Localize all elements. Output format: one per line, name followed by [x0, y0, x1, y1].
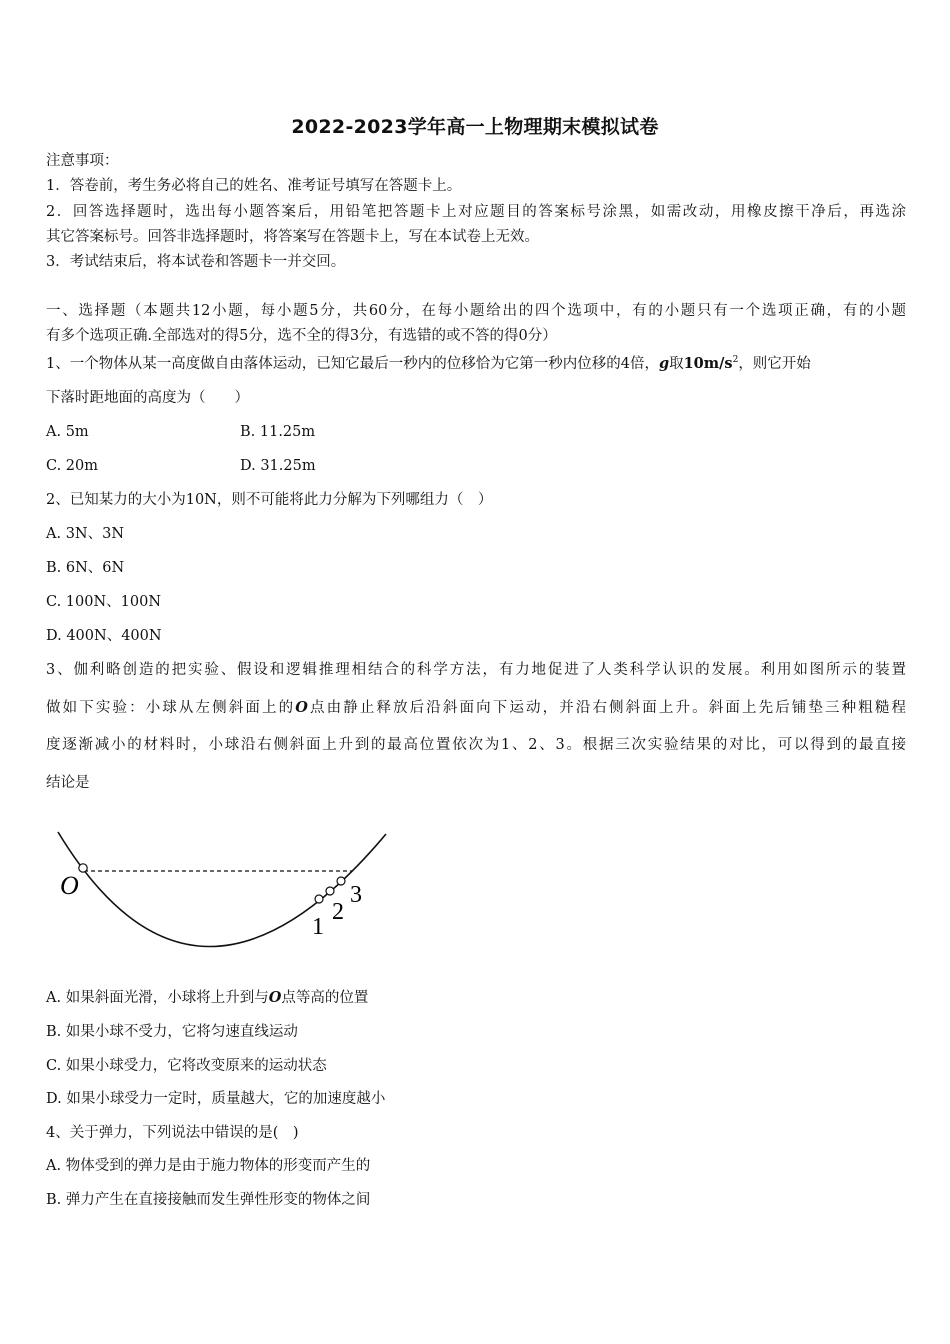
q3-option-a [46, 989, 368, 1007]
ball-position-1 [315, 895, 323, 903]
curved-track [58, 832, 386, 947]
q3-stem-line-3: 度逐渐减小的材料时，小球沿右侧斜面上升到的最高位置依次为1、2、3。根据三次实验结果的对比，可以得到的最直接 [46, 737, 906, 753]
ball-start [79, 864, 87, 872]
q1-text-c: ，则它开始 [738, 355, 811, 372]
notice-item-2-line-1: 2．回答选择题时，选出每小题答案后，用铅笔把答题卡上对应题目的答案标号涂黑，如需改动，用橡皮擦干净后，再选涂 [46, 204, 906, 220]
q3-option-b: B. 如果小球不受力，它将匀速直线运动 [46, 1024, 298, 1040]
q2-option-c: C. 100N、100N [46, 594, 162, 610]
ball-position-2 [326, 887, 334, 895]
q1-stem-line-1 [46, 351, 906, 373]
q1-value: 10m/s [683, 354, 733, 372]
label-1: 1 [312, 914, 324, 940]
q1-text-a: 1、一个物体从某一高度做自由落体运动，已知它最后一秒内的位移恰为它第一秒内位移的4倍， [46, 355, 659, 372]
q1-g-symbol: g [658, 354, 670, 372]
notice-item-3: 3．考试结束后，将本试卷和答题卡一并交回。 [46, 254, 346, 270]
q1-superscript: 2 [732, 355, 739, 365]
q1-option-a: A. 5m [46, 424, 89, 440]
notice-heading: 注意事项： [46, 153, 119, 169]
q3-stem-line-2 [46, 699, 906, 717]
q3-figure-track [46, 820, 406, 960]
q1-text-b: 取 [669, 355, 684, 372]
q1-option-b: B. 11.25m [240, 424, 316, 440]
q1-option-c: C. 20m [46, 458, 98, 474]
notice-item-2-line-2: 其它答案标号。回答非选择题时，将答案写在答题卡上，写在本试卷上无效。 [46, 229, 539, 245]
q1-stem-line-2: 下落时距地面的高度为（ ） [46, 390, 249, 406]
q4-option-a: A. 物体受到的弹力是由于施力物体的形变而产生的 [46, 1158, 371, 1174]
page-title: 2022-2023学年高一上物理期末模拟试卷 [291, 116, 659, 138]
q3-stem-line-1: 3、伽利略创造的把实验、假设和逻辑推理相结合的科学方法，有力地促进了人类科学认识的发展。利用如图所示的装置 [46, 662, 906, 678]
q3-o-symbol: O [295, 699, 308, 716]
q3-text-a: 做如下实验：小球从左侧斜面上的 [46, 700, 296, 716]
notice-item-1: 1．答卷前，考生务必将自己的姓名、准考证号填写在答题卡上。 [46, 178, 462, 194]
q3-option-d: D. 如果小球受力一定时，质量越大，它的加速度越小 [46, 1091, 386, 1107]
q2-option-b: B. 6N、6N [46, 560, 125, 576]
q3-text-b: 点由静止释放后沿斜面向下运动，并沿右侧斜面上升。斜面上先后铺垫三种粗糙程 [307, 700, 907, 716]
q3-option-a-o-symbol: O [268, 989, 282, 1006]
q2-option-a: A. 3N、3N [46, 526, 125, 542]
q3-option-c: C. 如果小球受力，它将改变原来的运动状态 [46, 1058, 327, 1074]
q3-stem-line-4: 结论是 [46, 775, 90, 791]
label-2: 2 [332, 899, 344, 925]
q4-option-b: B. 弹力产生在直接接触而发生弹性形变的物体之间 [46, 1192, 371, 1208]
q3-option-a-text-post: 点等高的位置 [281, 990, 369, 1006]
ball-position-3 [337, 877, 345, 885]
q3-option-a-text-pre: A. 如果斜面光滑，小球将上升到与 [46, 990, 269, 1006]
section-intro-line-2: 有多个选项正确.全部选对的得5分，选不全的得3分，有选错的或不答的得0分） [46, 328, 557, 344]
q2-stem: 2、已知某力的大小为10N，则不可能将此力分解为下列哪组力（ ） [46, 492, 493, 508]
label-o: O [60, 871, 79, 900]
label-3: 3 [350, 882, 362, 908]
q4-stem: 4、关于弹力，下列说法中错误的是( ) [46, 1125, 299, 1141]
q1-option-d: D. 31.25m [240, 458, 316, 474]
section-intro-line-1: 一、选择题（本题共12小题，每小题5分，共60分，在每小题给出的四个选项中，有的小题只有一个选项正确，有的小题 [46, 303, 906, 319]
q2-option-d: D. 400N、400N [46, 628, 162, 644]
